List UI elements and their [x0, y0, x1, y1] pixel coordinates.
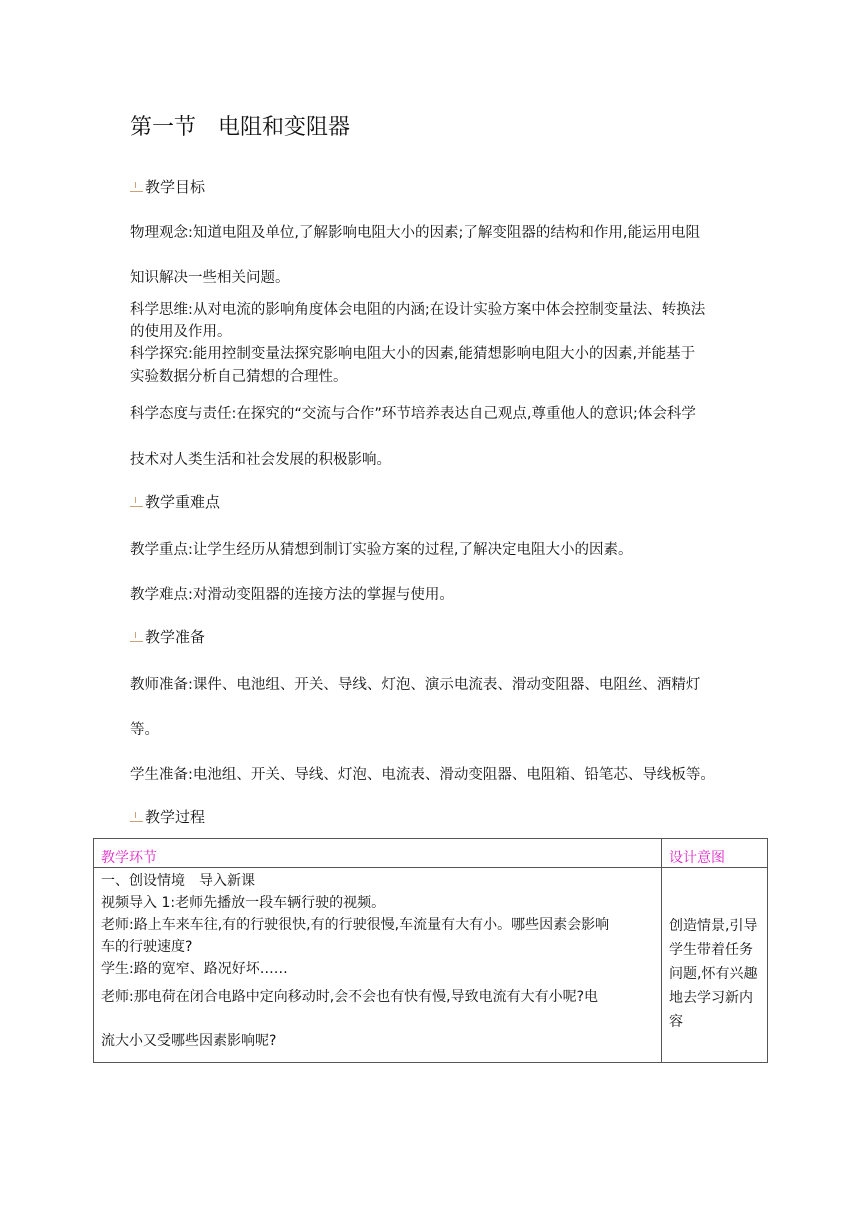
header-cell-intent: 设计意图 [662, 839, 768, 868]
goal-inquiry-line2: 实验数据分析自己猜想的合理性。 [130, 369, 348, 385]
stage-line: 老师:那电荷在闭合电路中定向移动时,会不会也有快有慢,导致电流有大有小呢?电 [101, 989, 599, 1005]
student-prep: 学生准备:电池组、开关、导线、灯泡、电流表、滑动变阻器、电阻箱、铅笔芯、导线板等。 [130, 767, 715, 783]
table-header-row [94, 839, 768, 868]
section-heading-process [130, 806, 205, 827]
goal-inquiry-line1: 科学探究:能用控制变量法探究影响电阻大小的因素,能猜想影响电阻大小的因素,并能基于 [130, 346, 696, 362]
table-row [94, 868, 768, 1063]
goal-thinking-line1: 科学思维:从对电流的影响角度体会电阻的内涵;在设计实验方案中体会控制变量法、转换法 [130, 302, 706, 318]
heading-text: 教学目标 [145, 178, 206, 196]
key-point: 教学重点:让学生经历从猜想到制订实验方案的过程,了解决定电阻大小的因素。 [130, 542, 633, 558]
stage-line: 视频导入 1:老师先播放一段车辆行驶的视频。 [101, 895, 386, 911]
image-placeholder-icon [130, 495, 143, 508]
difficulty-point: 教学难点:对滑动变阻器的连接方法的掌握与使用。 [130, 587, 454, 603]
heading-text: 教学重难点 [145, 493, 221, 511]
page-title: 第一节 电阻和变阻器 [130, 115, 351, 140]
goal-physics-line2: 知识解决一些相关问题。 [130, 270, 290, 286]
heading-text: 教学过程 [145, 808, 206, 826]
header-cell-stage: 教学环节 [94, 839, 662, 868]
teaching-process-table [93, 838, 768, 1063]
stage-line: 学生:路的宽窄、路况好坏…… [101, 961, 288, 977]
goal-thinking-line2: 的使用及作用。 [130, 324, 232, 340]
heading-text: 教学准备 [145, 628, 206, 646]
stage-line: 老师:路上车来车往,有的行驶很快,有的行驶很慢,车流量有大有小。哪些因素会影响 [101, 917, 610, 933]
stage-cell [94, 868, 662, 1063]
stage-title: 一、创设情境 导入新课 [101, 873, 255, 889]
goal-attitude-line1: 科学态度与责任:在探究的“交流与合作”环节培养表达自己观点,尊重他人的意识;体会科学 [130, 406, 696, 422]
stage-line: 车的行驶速度? [101, 939, 193, 955]
intent-text: 创造情景,引导学生带着任务问题,怀有兴趣地去学习新内容 [669, 918, 758, 1030]
section-heading-key-points [130, 491, 220, 512]
stage-line: 流大小又受哪些因素影响呢? [101, 1033, 277, 1049]
image-placeholder-icon [130, 630, 143, 643]
section-heading-goals [130, 176, 205, 197]
teacher-prep-line2: 等。 [130, 722, 159, 738]
image-placeholder-icon [130, 180, 143, 193]
goal-attitude-line2: 技术对人类生活和社会发展的积极影响。 [130, 452, 391, 468]
image-placeholder-icon [130, 810, 143, 823]
teacher-prep-line1: 教师准备:课件、电池组、开关、导线、灯泡、演示电流表、滑动变阻器、电阻丝、酒精灯 [130, 677, 701, 693]
intent-cell [662, 868, 768, 1063]
section-heading-preparation [130, 626, 205, 647]
goal-physics-line1: 物理观念:知道电阻及单位,了解影响电阻大小的因素;了解变阻器的结构和作用,能运用电阻 [130, 225, 700, 241]
